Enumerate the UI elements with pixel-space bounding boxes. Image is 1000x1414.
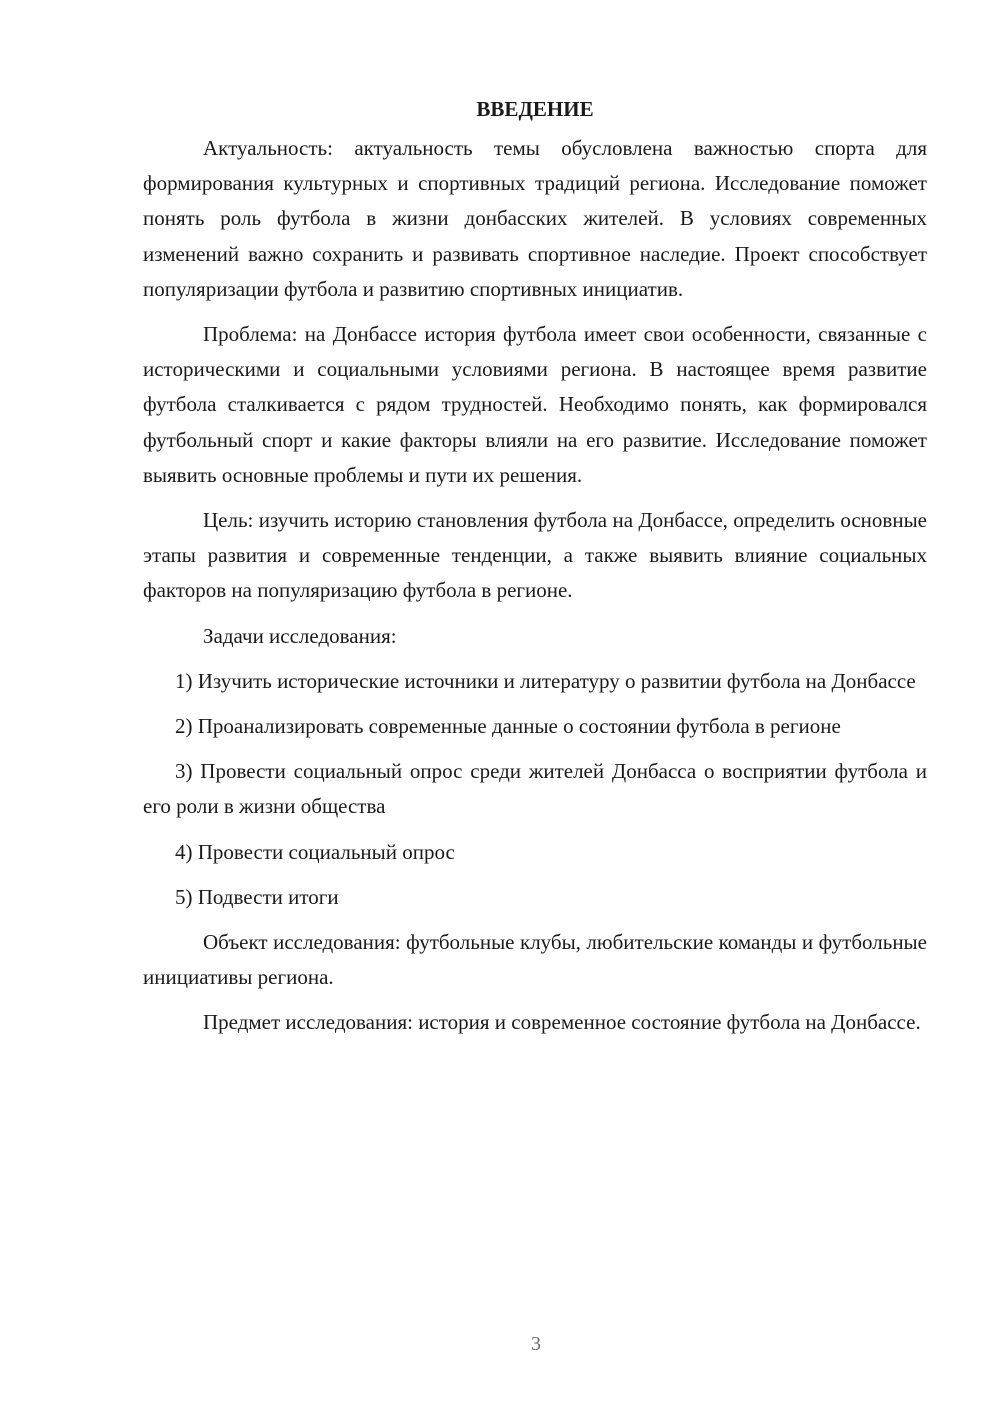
tasks-heading: Задачи исследования: [203,623,397,648]
object-paragraph: Объект исследования: футбольные клубы, любительские команды и футбольные инициативы региона. [143,930,927,990]
list-item: 5) Подвести итоги [175,884,339,909]
goal-paragraph: Цель: изучить историю становления футбола на Донбассе, определить основные этапы развития и современные тенденции, а также выявить влияние социальных факторов на популяризацию футбола в регионе. [143,508,927,603]
document-page [143,92,927,1041]
problem-paragraph: Проблема: на Донбассе история футбола имеет свои особенности, связанные с историческими и социальными условиями региона. В настоящее время развитие футбола сталкивается с рядом трудностей. Необходимо понять, как формировался футбольный спорт и какие факторы влияли на его развитие. Исследование поможет выявить основные проблемы и пути их решения. [143,322,927,487]
list-item: 1) Изучить исторические источники и литературу о развитии футбола на Донбассе [175,668,916,693]
list-item: 3) Провести социальный опрос среди жителей Донбасса о восприятии футбола и его роли в жизни общества [143,759,927,819]
page-number: 3 [531,1333,541,1355]
relevance-paragraph: Актуальность: актуальность темы обусловлена важностью спорта для формирования культурных и спортивных традиций региона. Исследование поможет понять роль футбола в жизни донбасских жителей. В условиях современных изменений важно сохранить и развивать спортивное наследие. Проект способствует популяризации футбола и развитию спортивных инициатив. [143,136,927,301]
list-item: 2) Проанализировать современные данные о состоянии футбола в регионе [175,714,841,739]
page-title: ВВЕДЕНИЕ [476,97,594,121]
list-item: 4) Провести социальный опрос [175,839,455,864]
subject-paragraph: Предмет исследования: история и современное состояние футбола на Донбассе. [203,1010,921,1035]
